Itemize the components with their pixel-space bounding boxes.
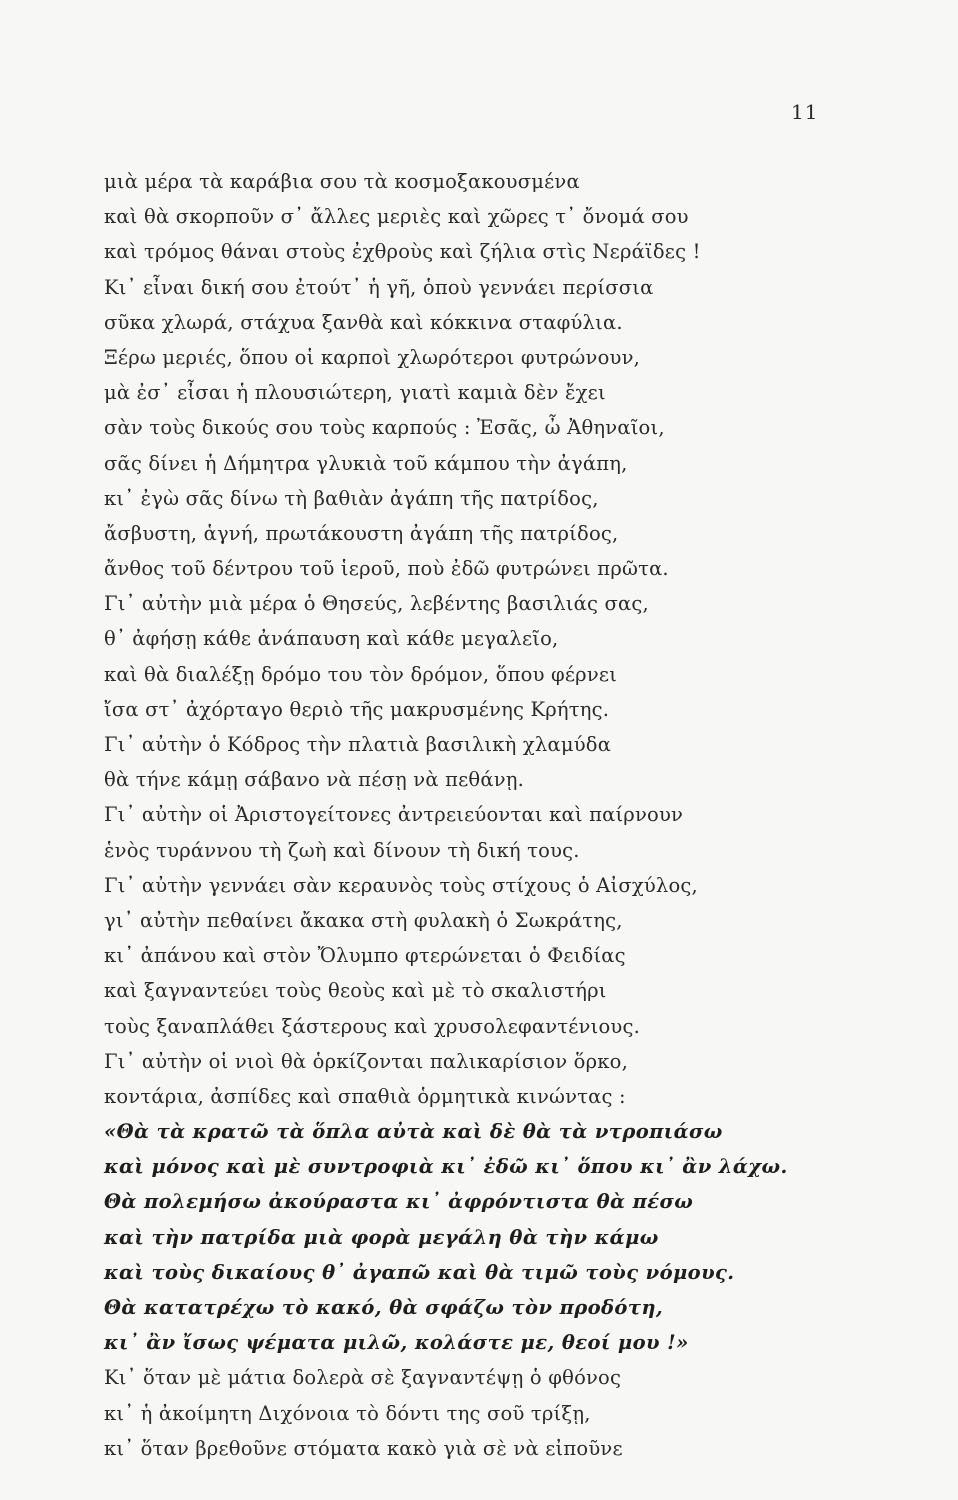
poem-line: Γι᾽ αὐτὴν ὁ Κόδρος τὴν πλατιὰ βασιλικὴ χλαμύδα [104,733,612,756]
poem-line: Κι᾽ εἶναι δική σου ἐτούτ᾽ ἡ γῆ, ὁποὺ γεννάει περίσσια [104,275,654,299]
poem-line: καὶ τρόμος θάναι στοὺς ἐχθροὺς καὶ ζήλια στὶς Νεράϊδες ! [104,240,701,264]
poem-line: Γι᾽ αὐτὴν οἱ Ἀριστογείτονες ἀντρειεύονται καὶ παίρνουν [104,803,684,827]
oath-line: «Θὰ τὰ κρατῶ τὰ ὅπλα αὐτὰ καὶ δὲ θὰ τὰ ντροπιάσω [104,1120,723,1144]
poem-line: σᾶς δίνει ἡ Δήμητρα γλυκιὰ τοῦ κάμπου τὴν ἀγάπη, [104,451,628,475]
poem-line: θὰ τήνε κάμῃ σάβανο νὰ πέσῃ νὰ πεθάνῃ. [104,768,525,792]
poem-line: Κι᾽ ὅταν μὲ μάτια δολερὰ σὲ ξαγναντέψῃ ὁ φθόνος [104,1366,622,1390]
poem-line: κι᾽ ἡ ἀκοίμητη Διχόνοια τὸ δόντι της σοῦ τρίξῃ, [104,1401,591,1425]
oath-line: Θὰ κατατρέχω τὸ κακό, θὰ σφάζω τὸν προδότη, [104,1296,664,1319]
oath-line: Θὰ πολεμήσω ἀκούραστα κι᾽ ἀφρόντιστα θὰ πέσω [104,1190,694,1214]
poem-line: Γι᾽ αὐτὴν γεννάει σὰν κεραυνὸς τοὺς στίχους ὁ Αἰσχύλος, [104,873,698,897]
poem-line: ἴσα στ᾽ ἀχόρταγο θεριὸ τῆς μακρυσμένης Κρήτης. [104,697,610,721]
poem-line: καὶ θὰ διαλέξῃ δρόμο του τὸν δρόμον, ὅπου φέρνει [104,662,618,686]
poem-line: μὰ ἐσ᾽ εἶσαι ἡ πλουσιώτερη, γιατὶ καμιὰ δὲν ἔχει [104,381,606,405]
poem-line: τοὺς ξαναπλάθει ξάστερους καὶ χρυσολεφαντένιους. [104,1014,640,1038]
poem-line: Ξέρω μεριές, ὅπου οἱ καρποὶ χλωρότεροι φυτρώνουν, [104,345,641,369]
poem-line: ἄνθος τοῦ δέντρου τοῦ ἱεροῦ, ποὺ ἐδῶ φυτρώνει πρῶτα. [104,557,669,581]
oath-line: καὶ μόνος καὶ μὲ συντροφιὰ κι᾽ ἐδῶ κι᾽ ὅπου κι᾽ ἂν λάχω. [104,1155,788,1179]
poem-line: κι᾽ ἐγὼ σᾶς δίνω τὴ βαθιὰν ἀγάπη τῆς πατρίδος, [104,486,599,510]
page-number: 11 [791,100,819,124]
poem-text [104,164,844,1466]
poem-line: κοντάρια, ἀσπίδες καὶ σπαθιὰ ὁρμητικὰ κινώντας : [104,1084,626,1108]
poem-line: κι᾽ ἀπάνου καὶ στὸν Ὄλυμπο φτερώνεται ὁ Φειδίας [104,944,626,968]
poem-line: σὰν τοὺς δικούς σου τοὺς καρπούς : Ἐσᾶς, ὦ Ἀθηναῖοι, [104,416,665,440]
poem-line: σῦκα χλωρά, στάχυα ξανθὰ καὶ κόκκινα σταφύλια. [104,310,623,334]
poem-line: καὶ ξαγναντεύει τοὺς θεοὺς καὶ μὲ τὸ σκαλιστήρι [104,979,607,1003]
poem-line: κι᾽ ὅταν βρεθοῦνε στόματα κακὸ γιὰ σὲ νὰ εἰποῦνε [104,1436,623,1460]
oath-line: κι᾽ ἂν ἴσως ψέματα μιλῶ, κολάστε με, θεοί μου !» [104,1331,689,1355]
poem-line: Γι᾽ αὐτὴν οἱ νιοὶ θὰ ὁρκίζονται παλικαρίσιον ὅρκο, [104,1049,628,1073]
poem-line: γι᾽ αὐτὴν πεθαίνει ἄκακα στὴ φυλακὴ ὁ Σωκράτης, [104,908,623,932]
oath-line: καὶ τοὺς δικαίους θ᾽ ἀγαπῶ καὶ θὰ τιμῶ τοὺς νόμους. [104,1260,735,1284]
poem-line: μιὰ μέρα τὰ καράβια σου τὰ κοσμοξακουσμένα [104,170,580,193]
poem-line: ἄσβυστη, ἁγνή, πρωτάκουστη ἀγάπη τῆς πατρίδος, [104,521,619,545]
poem-line: ἑνὸς τυράννου τὴ ζωὴ καὶ δίνουν τὴ δική τους. [104,838,580,862]
poem-line: καὶ θὰ σκορποῦν σ᾽ ἄλλες μεριὲς καὶ χῶρες τ᾽ ὄνομά σου [104,205,689,229]
poem-line: Γι᾽ αὐτὴν μιὰ μέρα ὁ Θησεύς, λεβέντης βασιλιάς σας, [104,592,649,616]
poem-line: θ᾽ ἀφήσῃ κάθε ἀνάπαυση καὶ κάθε μεγαλεῖο, [104,627,559,651]
oath-line: καὶ τὴν πατρίδα μιὰ φορὰ μεγάλη θὰ τὴν κάμω [104,1225,659,1249]
